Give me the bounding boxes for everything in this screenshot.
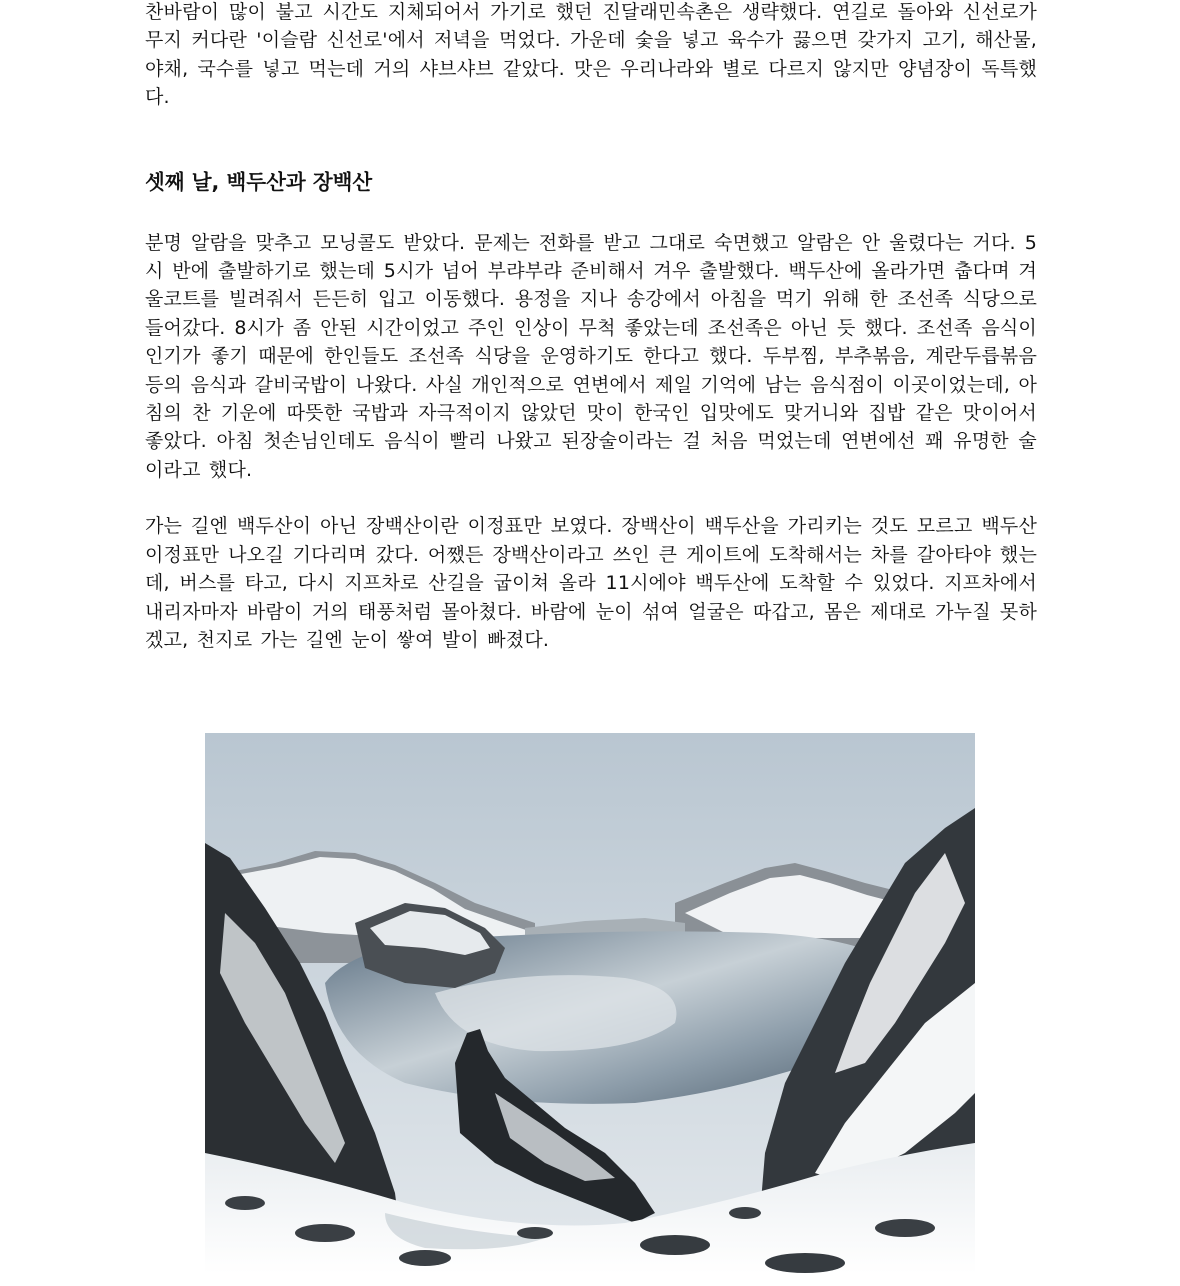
rock-6 [875,1219,935,1237]
paragraph-breakfast: 분명 알람을 맞추고 모닝콜도 받았다. 문제는 전화를 받고 그대로 숙면했고 알람은 안 울렸다는 거다. 5시 반에 출발하기로 했는데 5시가 넘어 부랴부랴 준비해서 겨우 출발했다. 백두산에 올라가면 춥다며 겨울코트를 빌려줘서 든든히 입고 이동했다. 용정을 지나 송강에서 아침을 먹기 위해 한 조선족 식당으로 들어갔다. 8시가 좀 안된 시간이었고 주인 인상이 무척 좋았는데 조선족은 아닌 듯 했다. 조선족 음식이 인기가 좋기 때문에 한인들도 조선족 식당을 운영하기도 한다고 했다. 두부찜, 부추볶음, 계란두릅볶음 등의 음식과 갈비국밥이 나왔다. 사실 개인적으로 연변에서 제일 기억에 남는 음식점이 이곳이었는데, 아침의 찬 기운에 따뜻한 국밥과 자극적이지 않았던 맛이 한국인 입맛에도 맞거니와 집밥 같은 맛이어서 좋았다. 아침 첫손님인데도 음식이 빨리 나왔고 된장술이라는 걸 처음 먹었는데 연변에선 꽤 유명한 술이라고 했다. [145,231,1037,481]
paragraph-intro: 찬바람이 많이 불고 시간도 지체되어서 가기로 했던 진달래민속촌은 생략했다. 연길로 돌아와 신선로가 무지 커다란 '이슬람 신선로'에서 저녁을 먹었다. 가운데 숯을 넣고 육수가 끓으면 갖가지 고기, 해산물, 야채, 국수를 넣고 먹는데 거의 샤브샤브 같았다. 맛은 우리나라와 별로 다르지 않지만 양념장이 독특했다. [145,1,1037,109]
rock-4 [640,1235,710,1255]
rock-5 [765,1253,845,1273]
rock-8 [729,1207,761,1219]
rock-7 [225,1196,265,1210]
section-heading: 셋째 날, 백두산과 장백산 [145,169,373,194]
rock-3 [517,1227,553,1239]
rock-2 [399,1250,451,1266]
heaven-lake-illustration [205,733,975,1274]
document-page [145,0,1037,654]
heaven-lake-photo [205,733,975,1274]
paragraph-mountain: 가는 길엔 백두산이 아닌 장백산이란 이정표만 보였다. 장백산이 백두산을 가리키는 것도 모르고 백두산 이정표만 나오길 기다리며 갔다. 어쨌든 장백산이라고 쓰인 큰 게이트에 도착해서는 차를 갈아타야 했는데, 버스를 타고, 다시 지프차로 산길을 굽이쳐 올라 11시에야 백두산에 도착할 수 있었다. 지프차에서 내리자마자 바람이 거의 태풍처럼 몰아쳤다. 바람에 눈이 섞여 얼굴은 따갑고, 몸은 제대로 가누질 못하겠고, 천지로 가는 길엔 눈이 쌓여 발이 빠졌다. [145,515,1037,651]
rock-1 [295,1224,355,1242]
